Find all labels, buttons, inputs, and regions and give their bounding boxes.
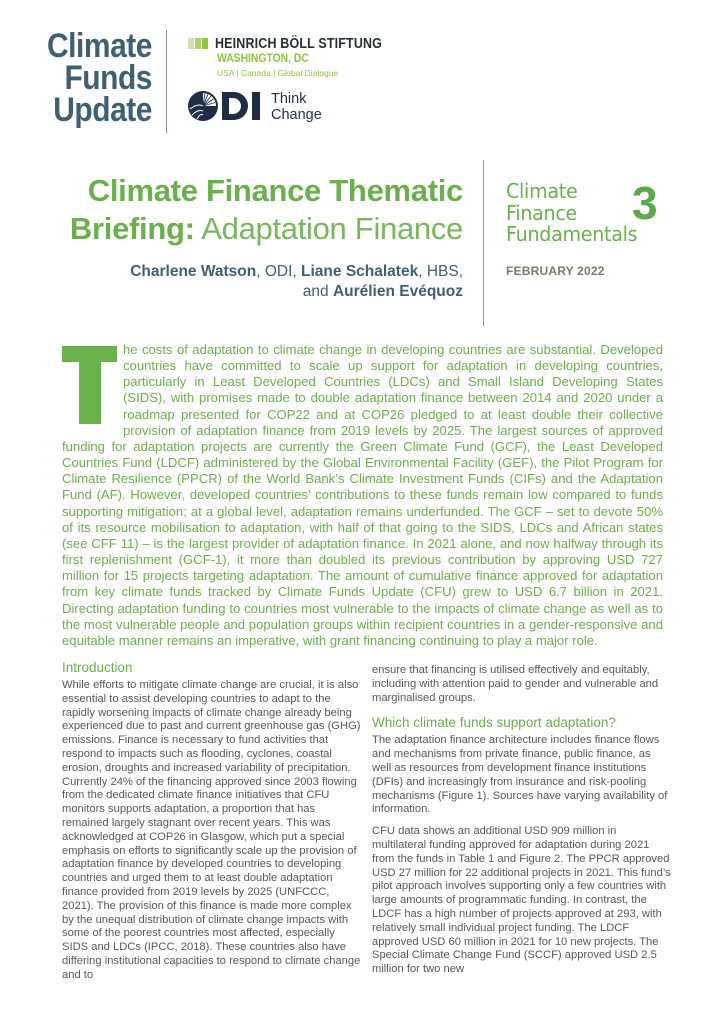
title-line-1: Climate Finance Thematic — [87, 173, 463, 208]
series-name-line-1: Climate — [506, 179, 578, 203]
logo-divider — [166, 30, 167, 133]
hbs-name: HEINRICH BÖLL STIFTUNG — [215, 36, 383, 52]
lead-text: he costs of adaptation to climate change in developing countries are substantial. Developed countries have committed to scale up support for adaptation in developing countries, particularly in Least Developed Countries (LDCs) and Small Island Developing States (SIDS), with promises made to double adaptation finance between 2014 and 2020 under a roadmap presented for COP22 and at COP26 pledged to at least double their collective provision of adaptation finance from 2019 levels by 2025. The largest sources of approved funding for adaptation projects are currently the Green Climate Fund (GCF), the Least Developed Countries Fund (LDCF) administered by the Global Environmental Facility (GEF), the Pilot Program for Climate Resilience (PPCR) of the World Bank’s Climate Investment Funds (CIFs) and the Adaptation Fund (AF). However, developed countries’ contributions to these funds remain low compared to funds supporting mitigation; at a global level, adaptation remains underfunded. The GCF – set to devote 50% of its resource mobilisation to adaptation, with half of that going to the SIDS, LDCs and African states (see CFF 11) – is the largest provider of adaptation finance. In 2021 alone, and now halfway through its first replenishment (GCF-1), it more than doubled its previous contribution by approving USD 727 million for 15 projects targeting adaptation. The amount of cumulative finance approved for adaptation from key climate funds tracked by Climate Funds Update (CFU) grew to USD 6.7 billion in 2021. Directing adaptation funding to countries most vulnerable to the impacts of climate change as well as to the most vulnerable people and population groups within recipient countries in a gender-responsive and equitable manner remains an imperative, with grant financing continuing to play a major role. — [62, 342, 663, 648]
author-1-org: , ODI, — [256, 263, 302, 280]
hbs-office: WASHINGTON, DC — [217, 53, 309, 65]
cfu-logo-line-3: Update — [53, 91, 152, 129]
odi-wordmark-icon — [186, 89, 268, 123]
odi-tagline-think: Think — [271, 91, 307, 107]
author-2-name: Liane Schalatek — [301, 263, 419, 280]
section-heading-which-funds: Which climate funds support adaptation? — [372, 715, 616, 731]
series-divider — [483, 160, 484, 326]
body-column-left — [62, 659, 362, 991]
climate-funds-update-logo — [42, 27, 152, 129]
cfu-logo-line-1: Climate — [46, 27, 152, 65]
publication-date: FEBRUARY 2022 — [506, 264, 605, 278]
author-1-name: Charlene Watson — [130, 263, 257, 280]
series-name-line-3: Fundamentals — [506, 222, 638, 246]
introduction-paragraph: While efforts to mitigate climate change are crucial, it is also essential to assist developing countries to adapt to the rapidly worsening impacts of climate change already being experienced due to past and current greenhouse gas (GHG) emissions. Finance is necessary to fund activities that respond to impacts such as flooding, cyclones, coastal erosion, droughts and increased variability of precipitation. Currently 24% of the financing approved since 2003 flowing from the dedicated climate finance initiatives that CFU monitors supports adaptation, a proportion that has remained largely stagnant over recent years. This was acknowledged at COP26 in Glasgow, which put a special emphasis on efforts to significantly scale up the provision of adaptation finance by developed countries to developing countries and urged them to at least double adaptation finance provided from 2019 levels by 2025 (UNFCCC, 2021). The provision of this finance is made more complex by the unequal distribution of climate change impacts with some of the poorest countries most affected, especially SIDS and LDCs (IPCC, 2018). These countries also have differing institutional capacities to respond to climate change and to — [62, 679, 361, 981]
odi-tagline-change: Change — [271, 107, 322, 123]
funds-paragraph-1: The adaptation finance architecture includes finance flows and mechanisms from private finance, public finance, as well as resources from development finance institutions (DFIs) and increasingly from insurance and risk-pooling mechanisms (Figure 1). Sources have varying availability of information. — [372, 734, 668, 816]
dropcap-t — [62, 346, 117, 424]
author-3-prefix: and — [302, 283, 333, 300]
cfu-logo-line-2: Funds — [64, 59, 152, 97]
author-2-org: , HBS, — [418, 263, 463, 280]
funds-paragraph-2: CFU data shows an additional USD 909 million in multilateral funding approved for adaptation during 2021 from the funds in Table 1 and Figure 2. The PPCR approved USD 27 million for 22 additional projects in 2021. This fund’s pilot approach involves supporting only a few countries with large amounts of programmatic funding. In contrast, the LDCF has a high number of projects approved at 293, with relatively small individual project funding. The LDCF approved USD 60 million in 2021 for 10 new projects. The Special Climate Change Fund (SCCF) approved USD 2.5 million for two new — [372, 825, 671, 976]
page-title — [60, 172, 463, 248]
authors — [60, 262, 463, 302]
introduction-continued-paragraph: ensure that financing is utilised effectively and equitably, including with attention paid to gender and vulnerable and marginalised groups. — [372, 664, 659, 704]
section-heading-introduction: Introduction — [62, 660, 133, 675]
title-line-2-bold: Briefing: — [69, 211, 195, 246]
odi-tagline — [271, 91, 322, 123]
author-3-name: Aurélien Evéquoz — [332, 283, 463, 300]
hbs-bars-icon — [188, 38, 208, 49]
hbs-regions: USA | Canada | Global Dialogue — [217, 68, 339, 78]
lead-paragraph — [62, 342, 663, 649]
series-name-line-2: Finance — [506, 200, 577, 225]
title-line-2-light: Adaptation Finance — [201, 211, 463, 246]
series-number: 3 — [632, 177, 658, 229]
series-name — [506, 181, 637, 246]
body-column-right — [372, 659, 672, 985]
